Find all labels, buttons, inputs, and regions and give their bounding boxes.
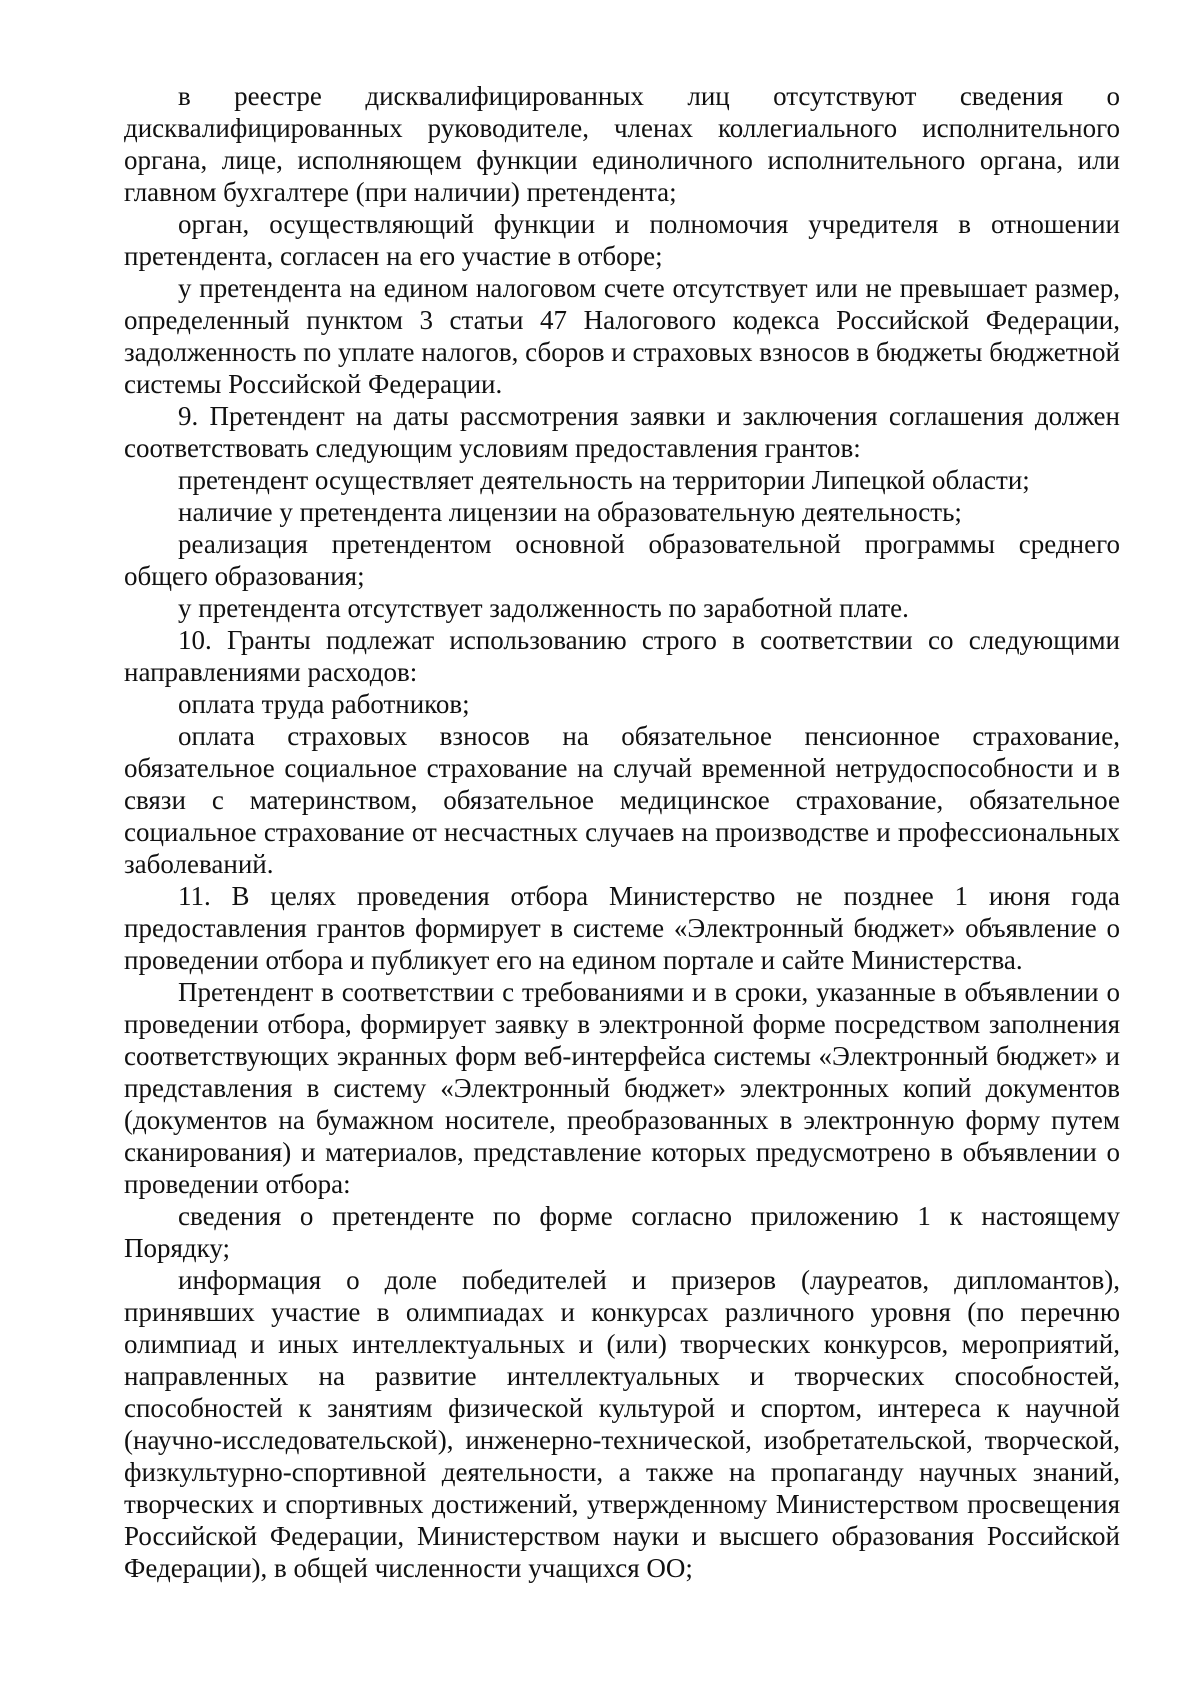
paragraph-education-program: реализация претендентом основной образовательной программы среднего общего образования; bbox=[124, 529, 1120, 591]
paragraph-application-submission: Претендент в соответствии с требованиями и в сроки, указанные в объявлении о проведении отбора, формирует заявку в электронной форме посредством заполнения соответствующих экранных форм веб-интерфейса системы «Электронный бюджет» и представления в систему «Электронный бюджет» электронных копий документов (документов на бумажном носителе, преобразованных в электронную форму путем сканирования) и материалов, представление которых предусмотрено в объявлении о проведении отбора: bbox=[124, 977, 1120, 1199]
paragraph-applicant-info: сведения о претенденте по форме согласно приложению 1 к настоящему Порядку; bbox=[124, 1201, 1120, 1263]
paragraph-salary-debt: у претендента отсутствует задолженность по заработной плате. bbox=[178, 593, 909, 623]
paragraph-item-10: 10. Гранты подлежат использованию строго в соответствии со следующими направлениями расходов: bbox=[124, 625, 1120, 687]
paragraph-lipetsk-activity: претендент осуществляет деятельность на территории Липецкой области; bbox=[178, 465, 1030, 495]
paragraph-tax-debt: у претендента на едином налоговом счете отсутствует или не превышает размер, определенный пунктом 3 статьи 47 Налогового кодекса Российской Федерации, задолженность по уплате налогов, сборов и страховых взносов в бюджеты бюджетной системы Российской Федерации. bbox=[124, 273, 1120, 399]
paragraph-item-9: 9. Претендент на даты рассмотрения заявки и заключения соглашения должен соответствовать следующим условиям предоставления грантов: bbox=[124, 401, 1120, 463]
paragraph-labor-payment: оплата труда работников; bbox=[178, 689, 470, 719]
paragraph-license: наличие у претендента лицензии на образовательную деятельность; bbox=[178, 497, 962, 527]
paragraph-founder-consent: орган, осуществляющий функции и полномочия учредителя в отношении претендента, согласен на его участие в отборе; bbox=[124, 209, 1120, 271]
document-page bbox=[124, 80, 1120, 1584]
paragraph-olympiad-share: информация о доле победителей и призеров (лауреатов, дипломантов), принявших участие в олимпиадах и конкурсах различного уровня (по перечню олимпиад и иных интеллектуальных и (или) творческих конкурсов, мероприятий, направленных на развитие интеллектуальных и творческих способностей, способностей к занятиям физической культурой и спортом, интереса к научной (научно-исследовательской), инженерно-технической, изобретательской, творческой, физкультурно-спортивной деятельности, а также на пропаганду научных знаний, творческих и спортивных достижений, утвержденному Министерством просвещения Российской Федерации, Министерством науки и высшего образования Российской Федерации), в общей численности учащихся ОО; bbox=[124, 1265, 1120, 1583]
paragraph-item-11: 11. В целях проведения отбора Министерство не позднее 1 июня года предоставления грантов формирует в системе «Электронный бюджет» объявление о проведении отбора и публикует его на едином портале и сайте Министерства. bbox=[124, 881, 1120, 975]
paragraph-disqualified-registry: в реестре дисквалифицированных лиц отсутствуют сведения о дисквалифицированных руководителе, членах коллегиального исполнительного органа, лице, исполняющем функции единоличного исполнительного органа, или главном бухгалтере (при наличии) претендента; bbox=[124, 81, 1120, 207]
paragraph-insurance-payments: оплата страховых взносов на обязательное пенсионное страхование, обязательное социальное страхование на случай временной нетрудоспособности и в связи с материнством, обязательное медицинское страхование, обязательное социальное страхование от несчастных случаев на производстве и профессиональных заболеваний. bbox=[124, 721, 1120, 879]
